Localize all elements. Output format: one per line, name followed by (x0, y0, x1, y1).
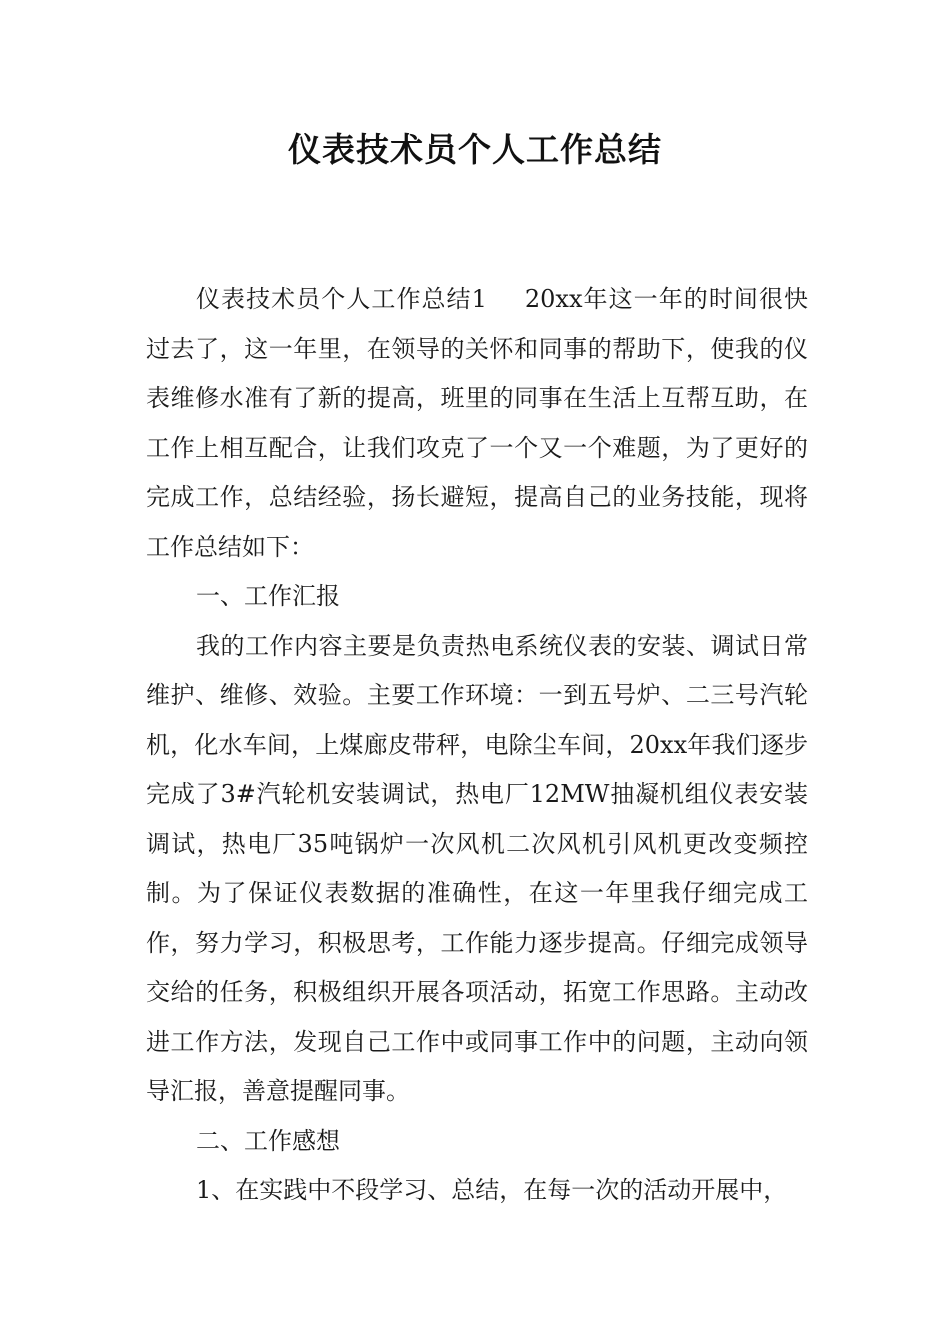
section-2-item-1: 1、在实践中不段学习、总结，在每一次的活动开展中， (196, 1176, 788, 1204)
intro-body: 20xx年这一年的时间很快过去了，这一年里，在领导的关怀和同事的帮助下，使我的仪表维修水准有了新的提高，班里的同事在生活上互帮互助，在工作上相互配合，让我们攻克了一个又一个难题，为了更好的完成工作，总结经验，扬长避短，提高自己的业务技能，现将工作总结如下： (146, 285, 808, 561)
intro-heading: 仪表技术员个人工作总结1 (196, 285, 487, 313)
section-1-paragraph: 我的工作内容主要是负责热电系统仪表的安装、调试日常维护、维修、效验。主要工作环境：一到五号炉、二三号汽轮机，化水车间，上煤廊皮带秤，电除尘车间，20xx年我们逐步完成了3#汽轮机安装调试，热电厂12MW抽凝机组仪表安装调试，热电厂35吨锅炉一次风机二次风机引风机更改变频控制。为了保证仪表数据的准确性，在这一年里我仔细完成工作，努力学习，积极思考，工作能力逐步提高。仔细完成领导交给的任务，积极组织开展各项活动，拓宽工作思路。主动改进工作方法，发现自己工作中或同事工作中的问题，主动向领导汇报，善意提醒同事。 (146, 631, 808, 1105)
section-2-heading: 二、工作感想 (196, 1126, 340, 1155)
document-title: 仪表技术员个人工作总结 (288, 130, 662, 169)
document-body (146, 275, 808, 1216)
section-1-heading: 一、工作汇报 (196, 582, 340, 610)
intro-paragraph (146, 275, 808, 572)
